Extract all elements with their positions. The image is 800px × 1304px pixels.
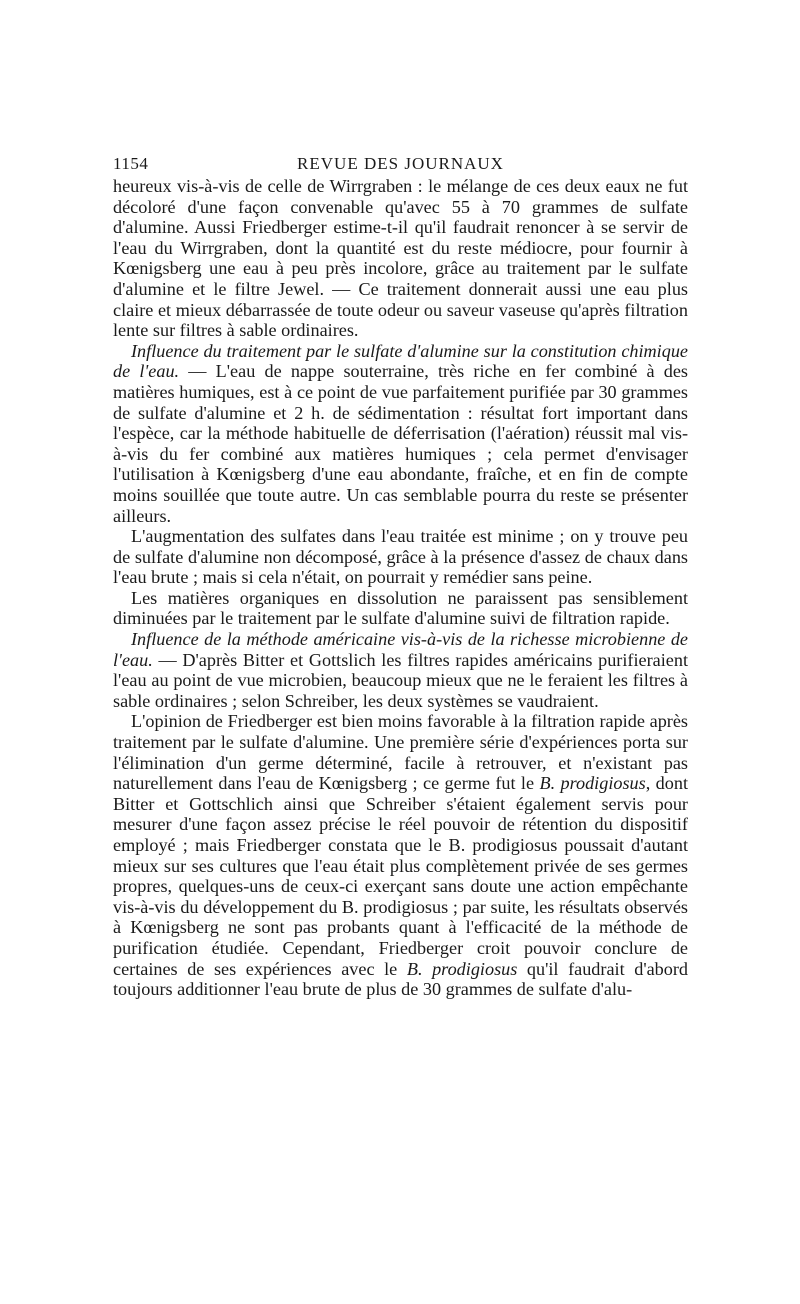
paragraph-5 (113, 629, 688, 711)
paragraph-6-segment-5: qu'il faudrait d'abord toujours additionner l'eau brute de plus de 30 grammes de sulfate d'alu- (113, 958, 689, 1000)
paragraph-2 (113, 341, 688, 526)
section-heading-microbial: Influence de la méthode américaine vis-à-vis de la richesse microbienne de l'eau. (113, 629, 688, 670)
paragraph-3 (113, 526, 688, 588)
paragraph-4-text: Les matières organiques en dissolution ne paraissent pas sensiblement diminuées par le traitement par le sulfate d'alumine suivi de filtration rapide. (113, 587, 688, 629)
article-body (113, 176, 688, 1000)
paragraph-1-text: heureux vis-à-vis de celle de Wirrgraben : le mélange de ces deux eaux ne fut décoloré d'une façon convenable qu'avec 55 à 70 grammes de sulfate d'alumine. Aussi Friedberger estime-t-il qu'il faudrait renoncer à se servir de l'eau du Wirrgraben, dont la quantité est du reste médiocre, pour fournir à Kœnigsberg une eau à peu près incolore, grâce au traitement par le sulfate d'alumine et le filtre Jewel. — Ce traitement donnerait aussi une eau plus claire et mieux débarrassée de toute odeur ou saveur vaseuse qu'après filtration lente sur filtres à sable ordinaires. (113, 176, 688, 341)
paragraph-3-text: L'augmentation des sulfates dans l'eau traitée est minime ; on y trouve peu de sulfate d'alumine non décomposé, grâce à la présence d'assez de chaux dans l'eau brute ; mais si cela n'était, on pourrait y remédier sans peine. (113, 526, 688, 588)
species-name: B. prodigiosus (406, 958, 518, 979)
running-head (113, 148, 688, 176)
species-name: B. prodigiosus (539, 773, 646, 794)
paragraph-6-segment-1: L'opinion de Friedberger est bien moins favorable à la filtration rapide après traitement par le sulfate d'alumine. Une première série d'expériences porta sur l'élimination d'un germe déterminé, facile à retrouver, et n'existant pas naturellement dans l'eau de Kœnigsberg ; ce germe fut le (113, 711, 688, 794)
paragraph-1 (113, 176, 688, 341)
paragraph-4 (113, 588, 688, 629)
section-heading-chemical: Influence du traitement par le sulfate d'alumine sur la constitution chimique de l'eau. (113, 340, 688, 382)
paragraph-5-text: — D'après Bitter et Gottslich les filtres rapides américains purifieraient l'eau au point de vue microbien, beaucoup mieux que ne le feraient les filtres à sable ordinaires ; selon Schreiber, les deux systèmes se vaudraient. (113, 649, 688, 711)
journal-title: REVUE DES JOURNAUX (297, 154, 504, 173)
paragraph-6-segment-3: , dont Bitter et Gottschlich ainsi que Schreiber s'étaient également servis pour mesurer d'une façon assez précise le réel pouvoir de rétention du dispositif employé ; mais Friedberger constata que le B. prodigiosus poussait d'autant mieux sur ses cultures que l'eau était plus complètement privée de ses germes propres, quelques-uns de ceux-ci exerçant sans doute une action empêchante vis-à-vis du développement du B. prodigiosus ; par suite, les résultats observés à Kœnigsberg ne sont pas probants quant à l'efficacité de la méthode de purification étudiée. Cependant, Friedberger croit pouvoir conclure de certaines de ses expériences avec le (113, 773, 688, 979)
paragraph-6 (113, 711, 688, 999)
page-number: 1154 (113, 154, 149, 173)
paragraph-2-text: — L'eau de nappe souterraine, très riche en fer combiné à des matières humiques, est à ce point de vue parfaitement purifiée par 30 grammes de sulfate d'alumine et 2 h. de sédimentation : résultat fort important dans l'espèce, car la méthode habituelle de déferrisation (l'aération) réussit mal vis-à-vis du fer combiné aux matières humiques ; cela permet d'envisager l'utilisation à Kœnigsberg d'une eau abondante, fraîche, et en fin de compte moins souillée que toute autre. Un cas semblable pourra du reste se présenter ailleurs. (113, 361, 688, 526)
journal-page (113, 148, 688, 1000)
